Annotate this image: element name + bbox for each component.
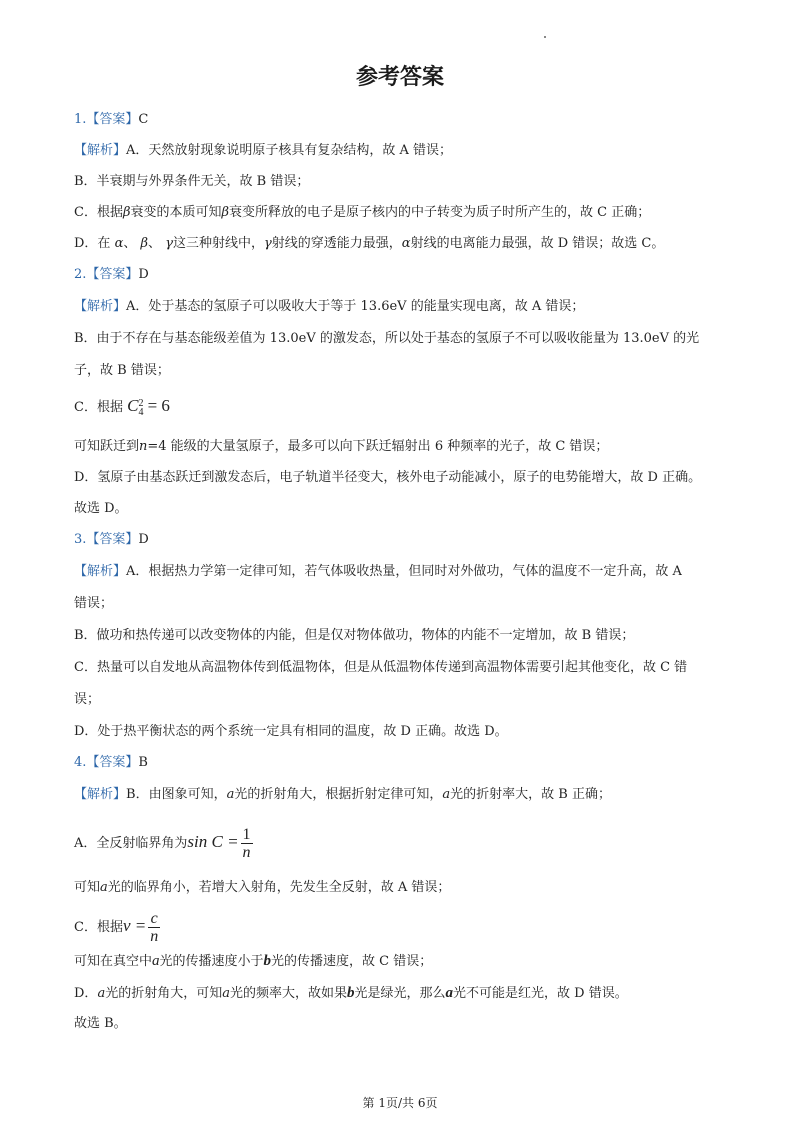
q2-analysis-c: C．根据 C 2 4 = 6 [74, 396, 170, 418]
q1-analysis-a: 【解析】A．天然放射现象说明原子核具有复杂结构，故 A 错误； [74, 143, 453, 158]
q3-analysis-c1: C．热量可以自发地从高温物体传到低温物体，但是从低温物体传递到高温物体需要引起其他变化，故 C 错 [74, 660, 688, 675]
q4-analysis-a2: 可知a光的临界角小，若增大入射角，先发生全反射，故 A 错误； [74, 880, 451, 895]
q4-analysis-a: A．全反射临界角为sin C = $\frac{1}{n}$ [74, 826, 251, 861]
scan-dot [544, 36, 546, 38]
q4-analysis-c: C．根据v = $\frac{c}{n}$ [74, 910, 159, 945]
page-footer: 第 1页/共 6页 [362, 1096, 438, 1110]
q3-analysis-c2: 误； [74, 692, 101, 707]
q2-analysis-b2: 子，故 B 错误； [74, 363, 170, 378]
q1-analysis-b: B．半衰期与外界条件无关，故 B 错误； [74, 174, 310, 189]
q2-analysis-d: D．氢原子由基态跃迁到激发态后，电子轨道半径变大，核外电子动能减小，原子的电势能增大，故 D 正确。 [74, 470, 702, 485]
q3-answer-line: 3.【答案】D [74, 532, 149, 547]
q4-answer-line: 4.【答案】B [74, 755, 148, 770]
fraction-1-over-n: $\frac{1}{n}$ [242, 826, 251, 861]
q2-answer-line: 2.【答案】D [74, 267, 149, 282]
q2-analysis-a: 【解析】A．处于基态的氢原子可以吸收大于等于 13.6eV 的能量实现电离，故 A 错误； [74, 299, 585, 314]
q3-analysis-a2: 错误； [74, 596, 114, 611]
q2-analysis-c-next: 可知跃迁到n=4 能级的大量氢原子，最多可以向下跃迁辐射出 6 种频率的光子，故 C 错误； [74, 439, 609, 454]
q3-analysis-d: D．处于热平衡状态的两个系统一定具有相同的温度，故 D 正确。故选 D。 [74, 724, 508, 739]
q2-analysis-b1: B．由于不存在与基态能级差值为 13.0eV 的激发态，所以处于基态的氢原子不可以吸收能量为 13.0eV 的光 [74, 331, 700, 346]
q3-analysis-a1: 【解析】A．根据热力学第一定律可知，若气体吸收热量，但同时对外做功，气体的温度不一定升高，故 A [74, 564, 682, 579]
q4-analysis-b: 【解析】B．由图象可知，a光的折射角大，根据折射定律可知，a光的折射率大，故 B 正确； [74, 787, 611, 802]
q4-analysis-d: D．a光的折射角大，可知a光的频率大，故如果b光是绿光，那么a光不可能是红光，故 D 错误。 [74, 985, 628, 1001]
q2-conclusion: 故选 D。 [74, 501, 128, 516]
q1-answer-line: 1.【答案】C [74, 112, 149, 127]
q1-analysis-c: C．根据β衰变的本质可知β衰变所释放的电子是原子核内的中子转变为质子时所产生的，故 C 正确； [74, 205, 651, 220]
q1-analysis-d: D．在 α、 β、 γ这三种射线中，γ射线的穿透能力最强，α射线的电离能力最强，故 D 错误；故选 C。 [74, 236, 665, 251]
page-title: 参考答案 [355, 64, 444, 90]
q3-analysis-b: B．做功和热传递可以改变物体的内能，但是仅对物体做功，物体的内能不一定增加，故 B 错误； [74, 628, 635, 643]
q4-conclusion: 故选 B。 [74, 1016, 127, 1031]
fraction-c-over-n: $\frac{c}{n}$ [150, 910, 159, 945]
q4-analysis-c2: 可知在真空中a光的传播速度小于b光的传播速度，故 C 错误； [74, 953, 433, 969]
